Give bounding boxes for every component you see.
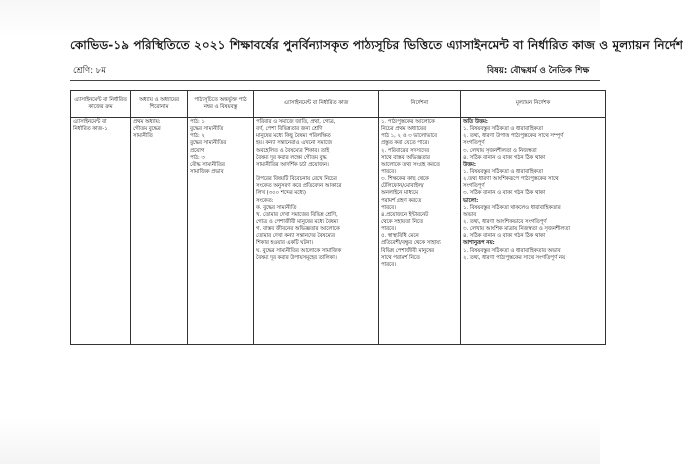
cell-assignment: [254, 118, 379, 345]
cell-line: সাম্যনীতির আদর্শিক চর্চা প্রয়োজন।: [256, 161, 329, 168]
cell-line: পারবে।: [381, 261, 397, 268]
cell-line: হয়। কন্যা সন্তানেরাও এখনো সমাজে: [256, 140, 332, 147]
cell-line: ২. পরিবারের সদস্যদের: [381, 147, 430, 154]
criteria-line: ৪. সঠিক বানান ও বাক্য গঠন ঠিক থাকা: [463, 233, 546, 240]
header-chapter: অধ্যায় ও অধ্যায়ের শিরোনাম: [131, 91, 188, 118]
cell-line: তোমার দেখা কন্যা সন্তানদের বৈষম্যের: [256, 233, 335, 240]
cell-line: বর্ণ, পেশা বিভিন্নতার জন্য শ্রেণি: [256, 126, 323, 133]
cell-line: বিভিন্ন পেশাজীবী মানুষের: [381, 247, 435, 254]
cell-line: প্রথম অধ্যায়:: [133, 119, 161, 125]
cell-line: সাথে পরামর্শ নিতে: [381, 254, 420, 261]
cell-line: লিখ (৩০০ শব্দের মধ্যে): [256, 190, 306, 197]
cell-line: পাঠ: ৩: [190, 154, 205, 161]
cell-line: নিচের প্রথম অধ্যায়ের: [381, 126, 427, 133]
cell-line: পরামর্শ গ্রহণ করতে: [381, 197, 422, 204]
cell-line: উপরের বিষয়টি বিবেচনায় রেখে নিচের: [256, 176, 337, 183]
cell-line: প্রতিবেশী/বন্ধুর থেকে সাহায্য: [381, 240, 441, 247]
criteria-line: ১. বিষয়বস্তুর সঠিকতা থাকলেও ধারাবাহিকতার: [463, 204, 561, 211]
cell-lesson-content: [188, 118, 254, 345]
criteria-line: ১. বিষয়বস্তুর সঠিকতা ও ধারাবাহিকতা: [463, 168, 543, 175]
criteria-line: ২.তথ্য ধারণা আংশিকরূপে পাঠ্যপুস্তকের সাথে: [463, 176, 559, 183]
cell-line: প্রস্তুত করা যেতে পারে।: [381, 140, 430, 147]
cell-line: পাঠ: ২: [190, 133, 205, 140]
cell-assessment-indicators: [461, 118, 606, 345]
cell-line: ক. বুদ্ধের সাম্যনীতি: [256, 204, 297, 211]
header-lesson-content: পাঠ্যসূচিতে অন্তর্ভুক্ত পাঠ নম্বর ও বিষয়বস্তু: [188, 91, 254, 118]
cell-line: অনলাইনে মাধ্যমে: [381, 190, 419, 197]
table-row: [71, 118, 606, 345]
grade-heading: উত্তম:: [463, 161, 476, 168]
criteria-line: ১. বিষয়বস্তুর সঠিকতা ও ধারাবাহিকতা: [463, 126, 543, 133]
cell-line: বৈষম্য দূর করার লক্ষ্যে গৌতম বুদ্ধ: [256, 154, 327, 161]
cell-line: পাঠ: ১: [190, 119, 205, 125]
cell-line: খ. তোমার দেখা সমাজের বিভিন্ন শ্রেণি,: [256, 211, 338, 218]
cell-line: গ. বাস্তব জীবনের অভিজ্ঞতার আলোকে: [256, 226, 340, 233]
table-header-row: [71, 91, 606, 118]
grade-heading: অতি উত্তম:: [463, 119, 488, 125]
criteria-line: অভাব: [463, 211, 477, 218]
header-assignment: এ্যাসাইনমেন্ট বা নির্ধারিত কাজ: [254, 91, 379, 118]
cell-line: এ্যাসাইনমেন্ট বা: [73, 119, 107, 125]
cell-line: ৩. শিক্ষকের কাছ থেকে: [381, 176, 429, 183]
criteria-line: ২. তথ্য, ধারণা উপাত্ত পাঠ্যপুস্তকের সাথে সম্পূর্ণ: [463, 133, 564, 140]
cell-line: গৌতম বুদ্ধের: [133, 126, 161, 133]
cell-line: পারবে।: [381, 168, 397, 175]
criteria-line: ৩. লেখায় সৃজনশীলতা ও নিজস্বতা: [463, 147, 537, 154]
criteria-line: সংগতিপূর্ণ: [463, 183, 485, 190]
cell-line: থেকে সহায়তা নিতে: [381, 218, 424, 225]
cell-line: গোত্র ও পেশাজীবী মানুষের মধ্যে বৈষম্য: [256, 218, 339, 225]
criteria-line: ৪. সঠিক বানান ও বাক্য গঠন ঠিক থাকা: [463, 154, 546, 161]
cell-line: ৪.প্রয়োজনে ইন্টারনেট: [381, 211, 429, 218]
header-divider: [70, 80, 600, 81]
assignment-table: [70, 90, 606, 345]
cell-line: পাঠ ১, ২ ও ৩ ভালোভাবে: [381, 133, 437, 140]
header-assessment-indicators: মূল্যায়ন নির্দেশক: [461, 91, 606, 118]
cell-line: বুদ্ধের সাম্যনীতি: [190, 126, 224, 133]
grade-heading: ভালো:: [463, 197, 479, 204]
cell-instructions: [379, 118, 461, 345]
subject-label: বিষয়: বৌদ্ধধর্ম ও নৈতিক শিক্ষ: [487, 66, 590, 76]
cell-line: ঘ. বুদ্ধের সাম্যনীতির আলোকে সামাজিক: [256, 247, 342, 254]
cell-line: সাম্যনীতি: [133, 133, 153, 140]
criteria-line: ১. বিষয়বস্তুর সঠিকতা ও ধারাবাহিকতার অভাব: [463, 247, 561, 254]
cell-line: সাথে বাস্তব অভিজ্ঞতার: [381, 154, 430, 161]
cell-line: সামাজিক প্রভাব: [190, 168, 224, 175]
cell-line: ১. পাঠ্যপুস্তকের আলোকে: [381, 119, 435, 125]
header-assignment-no: এ্যাসাইনমেন্ট বা নির্ধারিত কাজের ক্রম: [71, 91, 131, 118]
cell-line: বৈষম্য দূর করার উপায়সমূহের তালিকা।: [256, 254, 337, 261]
cell-line: অবহেলিত ও বৈষম্যের শিকার। তাই: [256, 147, 330, 154]
class-label: শ্রেণি: ৮ম: [73, 66, 107, 76]
cell-line: পারবে।: [381, 204, 397, 211]
cell-assignment-no: [71, 118, 131, 345]
cell-line: বুদ্ধের সাম্যনীতির: [190, 140, 227, 147]
grade-heading: আশানুরূপ নয়:: [463, 240, 495, 247]
criteria-line: ৩. লেখায় আংশিক মাত্রায় নিজস্বতা ও সৃজনশীলতা: [463, 226, 570, 233]
cell-line: পারবে।: [381, 226, 397, 233]
cell-line: আলোকে তথ্য সংগ্রহ করতে: [381, 161, 440, 168]
cell-line: প্রয়োগ: [190, 147, 205, 154]
criteria-line: ৩. সঠিক বানান ও বাক্য গঠন ঠিক থাকা: [463, 190, 546, 197]
criteria-line: সংগতিপূর্ণ: [463, 140, 485, 147]
cell-line: টেলিফোন/মোবাইল/: [381, 183, 424, 190]
document-title: কোভিড-১৯ পরিস্থিতিতে ২০২১ শিক্ষাবর্ষের পুনর্বিন্যাসকৃত পাঠ্যসূচির ভিত্তিতে এ্যাসাইনমেন্ট বা নির্ধারিত কাজ ও মূল্যায়ন নির্দেশ: [70, 38, 683, 52]
cell-chapter: [131, 118, 188, 345]
criteria-line: ২. তথ্য, ধারণা পাঠ্যপুস্তকের সাথে সংগতিপূর্ণ নয়: [463, 254, 566, 261]
cell-line: পরিবার ও সমাজে জাতি, প্রথা, গোত্র,: [256, 119, 336, 125]
criteria-line: ২. তথ্য, ধারণা আংশিকভাবে সংগতিপূর্ণ: [463, 218, 547, 225]
cell-line: শিকার হওয়ার একটি ঘটনা।: [256, 240, 313, 247]
cell-line: মানুষের মধ্যে কিছু বৈষম্য পরিলক্ষিত: [256, 133, 331, 140]
cell-line: সংকেত অনুসরণ করে প্রতিবেদন আকারে: [256, 183, 342, 190]
cell-line: সংকেত:: [256, 197, 274, 204]
cell-line: ৫. স্বাস্থ্যবিধি মেনে: [381, 233, 419, 240]
cell-line: বৌদ্ধ সাম্যনীতির: [190, 161, 225, 168]
header-instructions: নির্দেশনা: [379, 91, 461, 118]
cell-line: নির্ধারিত কাজ-১: [73, 126, 108, 133]
